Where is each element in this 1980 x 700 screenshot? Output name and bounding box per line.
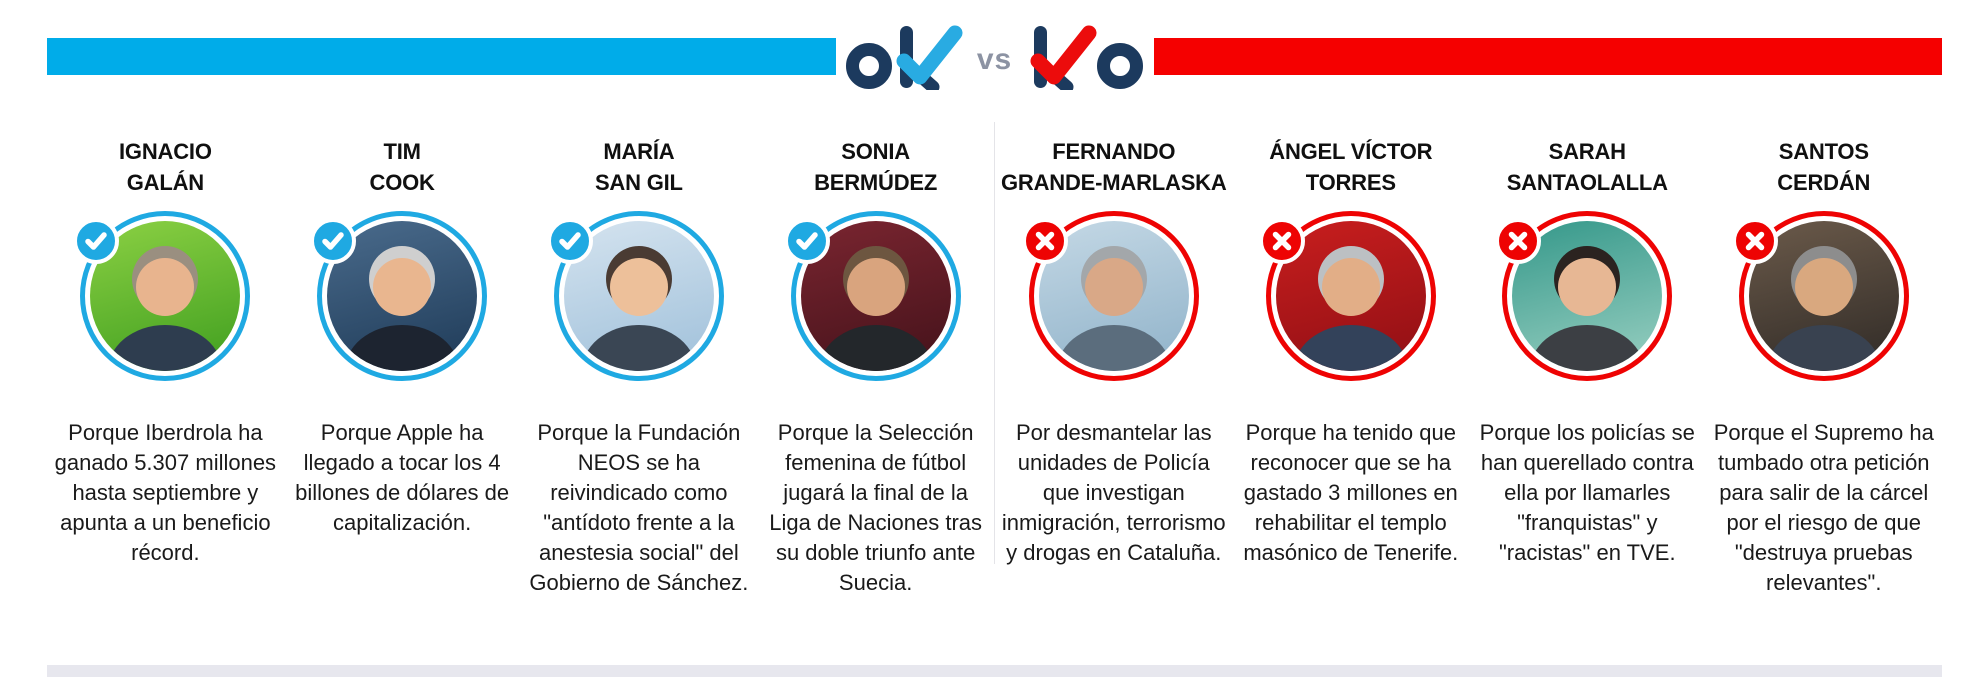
person-description: Porque la Fundación NEOS se ha reivindicado como "antídoto frente a la anestesia social" del Gobierno de Sánchez. (529, 420, 749, 595)
person-card (1469, 118, 1705, 568)
people-columns (47, 118, 1942, 598)
logo (836, 24, 1154, 90)
ko-side (995, 118, 1942, 598)
x-badge (1259, 218, 1305, 264)
person-name: TIM COOK (369, 139, 435, 195)
x-badge (1022, 218, 1068, 264)
x-icon (1271, 230, 1293, 252)
avatar-face (1085, 258, 1143, 316)
avatar-face (373, 258, 431, 316)
person-photo-wrap (317, 211, 487, 381)
person-photo-wrap (1029, 211, 1199, 381)
person-photo-wrap (791, 211, 961, 381)
ok-side (47, 118, 994, 598)
avatar-torso (581, 325, 697, 371)
check-badge (784, 218, 830, 264)
person-name: SARAH SANTAOLALLA (1506, 139, 1668, 195)
avatar-face (1558, 258, 1616, 316)
x-badge (1732, 218, 1778, 264)
person-photo-wrap (1502, 211, 1672, 381)
x-badge (1495, 218, 1541, 264)
person-description: Porque Iberdrola ha ganado 5.307 millones hasta septiembre y apunta a un beneficio récord. (54, 420, 277, 565)
person-name: MARÍA SAN GIL (594, 139, 683, 195)
check-badge (547, 218, 593, 264)
avatar-torso (1293, 325, 1409, 371)
check-icon (558, 229, 582, 253)
person-name: FERNANDO GRANDE-MARLASKA (1001, 139, 1227, 195)
person-name: IGNACIO GALÁN (119, 139, 212, 195)
person-description: Porque el Supremo ha tumbado otra petición para salir de la cárcel por el riesgo de que "destruya pruebas relevantes". (1713, 420, 1934, 595)
person-name: ÁNGEL VÍCTOR TORRES (1269, 139, 1433, 195)
person-description: Porque la Selección femenina de fútbol jugará la final de la Liga de Naciones tras su doble triunfo ante Suecia. (769, 420, 983, 595)
ok-side-bar (47, 38, 836, 75)
footer-bar (47, 665, 1942, 677)
avatar-face (610, 258, 668, 316)
avatar-torso (1056, 325, 1172, 371)
person-card (47, 118, 284, 568)
person-photo-wrap (80, 211, 250, 381)
person-name: SONIA BERMÚDEZ (814, 139, 938, 195)
ko-side-bar (1154, 38, 1943, 75)
person-card (757, 118, 994, 598)
avatar-torso (818, 325, 934, 371)
person-card (284, 118, 521, 538)
x-icon (1034, 230, 1056, 252)
header (47, 38, 1942, 75)
ko-logo (1026, 24, 1144, 90)
person-photo-wrap (554, 211, 724, 381)
avatar-torso (107, 325, 223, 371)
person-description: Porque Apple ha llegado a tocar los 4 billones de dólares de capitalización. (295, 420, 510, 535)
avatar-face (1795, 258, 1853, 316)
avatar-torso (344, 325, 460, 371)
person-card (1233, 118, 1469, 568)
check-icon (84, 229, 108, 253)
avatar-face (847, 258, 905, 316)
person-photo-wrap (1739, 211, 1909, 381)
check-badge (310, 218, 356, 264)
person-photo-wrap (1266, 211, 1436, 381)
avatar-torso (1529, 325, 1645, 371)
ok-logo (845, 24, 963, 90)
person-description: Porque los policías se han querellado contra ella por llamarles "franquistas" y "racistas" en TVE. (1479, 420, 1695, 565)
avatar-face (1322, 258, 1380, 316)
avatar-torso (1766, 325, 1882, 371)
person-description: Porque ha tenido que reconocer que se ha gastado 3 millones en rehabilitar el templo masónico de Tenerife. (1243, 420, 1459, 565)
avatar-face (136, 258, 194, 316)
check-icon (795, 229, 819, 253)
check-icon (321, 229, 345, 253)
person-card (995, 118, 1233, 568)
x-icon (1744, 230, 1766, 252)
x-icon (1507, 230, 1529, 252)
person-card (1706, 118, 1942, 598)
person-description: Por desmantelar las unidades de Policía que investigan inmigración, terrorismo y drogas en Cataluña. (1001, 420, 1226, 565)
person-name: SANTOS CERDÁN (1777, 139, 1871, 195)
person-card (521, 118, 758, 598)
vs-label: vs (976, 42, 1013, 76)
